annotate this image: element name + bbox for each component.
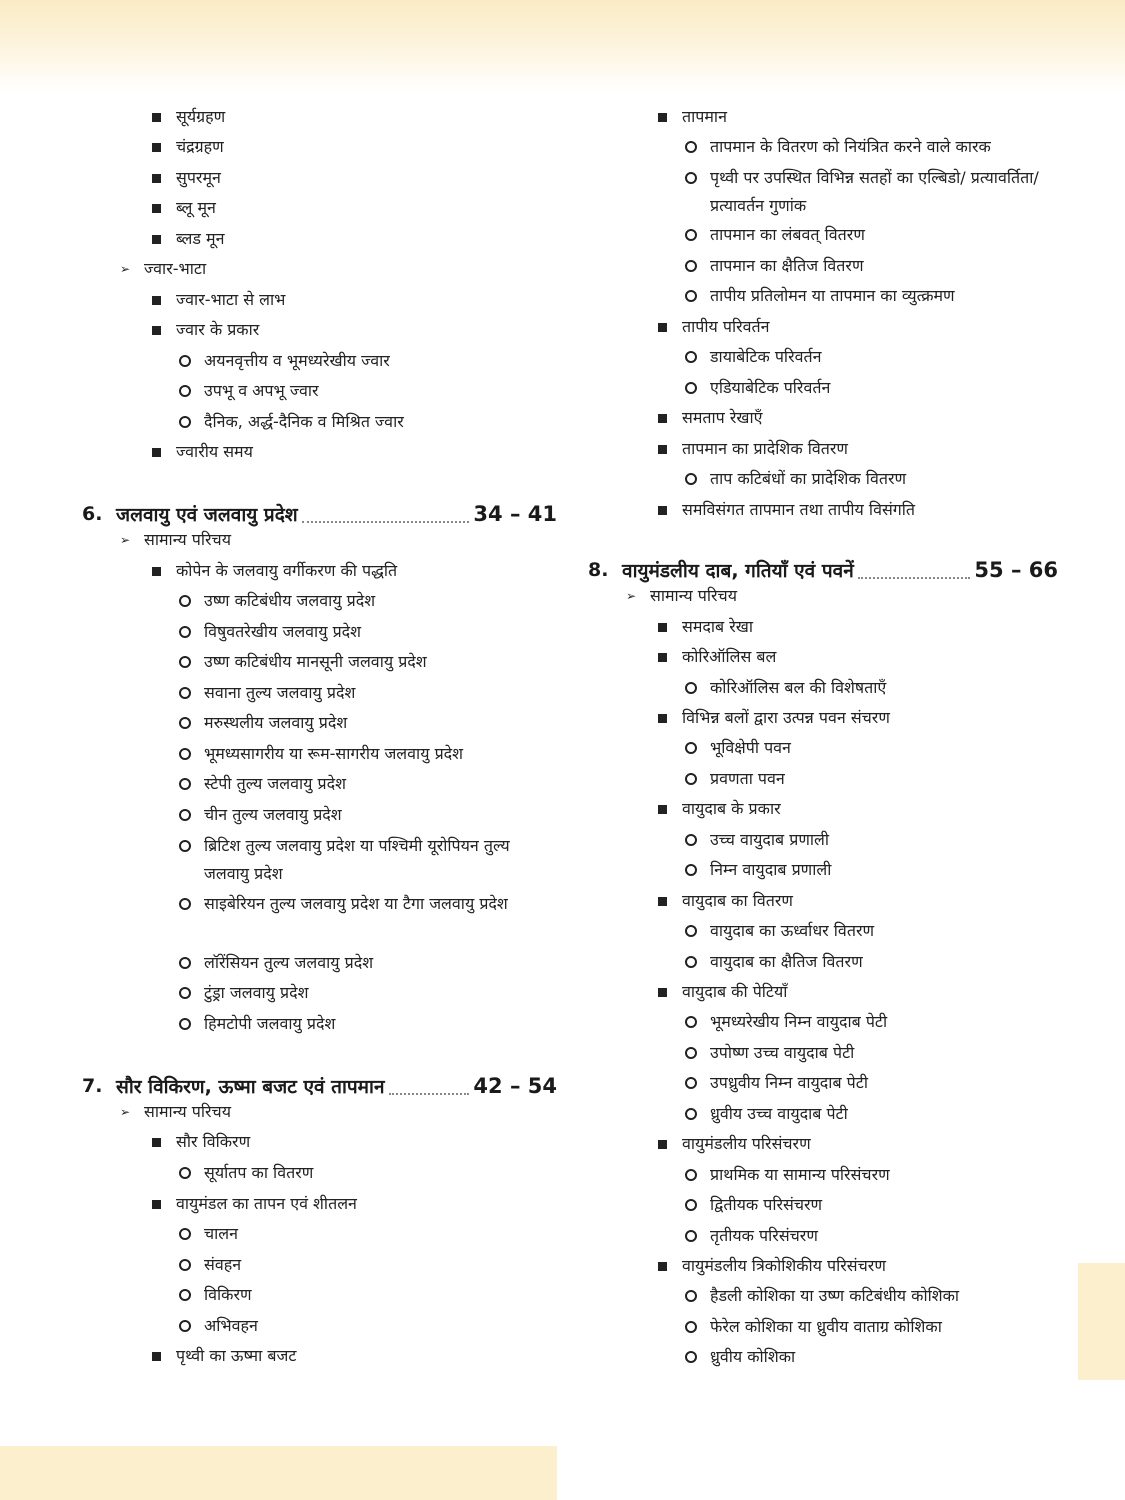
toc-item-label: तापमान का लंबवत् वितरण (710, 225, 865, 244)
toc-subtopic[interactable] (588, 613, 1058, 641)
toc-subtopic[interactable] (588, 704, 1058, 732)
toc-item-label: ज्वार-भाटा (144, 259, 207, 278)
toc-subsubtopic[interactable] (82, 679, 557, 707)
circle-bullet-icon (179, 1259, 191, 1271)
square-bullet-icon (658, 1262, 667, 1271)
circle-bullet-icon (685, 351, 697, 363)
arrow-bullet-icon: ➢ (626, 589, 637, 603)
toc-subtopic[interactable] (588, 643, 1058, 671)
toc-item-label: विकिरण (204, 1285, 252, 1304)
toc-item-label: सामान्य परिचय (144, 1102, 231, 1121)
toc-subsubtopic[interactable] (588, 674, 1058, 702)
chapter-title: जलवायु एवं जलवायु प्रदेश (116, 504, 298, 526)
circle-bullet-icon (179, 717, 191, 729)
circle-bullet-icon (685, 773, 697, 785)
arrow-bullet-icon: ➢ (120, 262, 131, 276)
circle-bullet-icon (685, 1199, 697, 1211)
toc-subsubtopic[interactable] (588, 826, 1058, 854)
chapter-pages: 55 – 66 (974, 558, 1058, 582)
square-bullet-icon (658, 988, 667, 997)
toc-item-label: उपध्रुवीय निम्न वायुदाब पेटी (710, 1073, 868, 1092)
circle-bullet-icon (685, 1351, 697, 1363)
toc-subsubtopic[interactable] (82, 1159, 557, 1187)
circle-bullet-icon (685, 141, 697, 153)
toc-subsubtopic[interactable] (588, 765, 1058, 793)
toc-item-label: लॉरेंसियन तुल्य जलवायु प्रदेश (204, 953, 374, 972)
chapter-pages: 34 – 41 (473, 502, 557, 526)
toc-subsubtopic[interactable] (588, 1161, 1058, 1189)
toc-subsubtopic[interactable] (82, 618, 557, 646)
toc-item-label: हैडली कोशिका या उष्ण कटिबंधीय कोशिका (710, 1286, 960, 1305)
toc-item-label: ब्रिटिश तुल्य जलवायु प्रदेश या पश्चिमी यूरोपियन तुल्य जलवायु प्रदेश (204, 836, 510, 883)
toc-subtopic[interactable] (82, 1190, 557, 1218)
circle-bullet-icon (685, 1108, 697, 1120)
toc-item-label: वायुदाब का ऊर्ध्वाधर वितरण (710, 921, 875, 940)
toc-subsubtopic[interactable] (82, 770, 557, 798)
leader-dots (302, 505, 470, 523)
toc-item-label: ज्वार के प्रकार (176, 320, 260, 339)
toc-item-label: सवाना तुल्य जलवायु प्रदेश (204, 683, 356, 702)
chapter-pages: 42 – 54 (473, 1074, 557, 1098)
toc-item-label: ब्लड मून (176, 229, 225, 248)
toc-topic[interactable] (588, 582, 1058, 610)
toc-subsubtopic[interactable] (588, 465, 1058, 493)
toc-subsubtopic[interactable] (82, 801, 557, 829)
toc-subsubtopic[interactable] (82, 979, 557, 1007)
toc-subtopic[interactable] (82, 194, 557, 222)
circle-bullet-icon (685, 229, 697, 241)
toc-subtopic[interactable] (82, 316, 557, 344)
toc-item-label: साइबेरियन तुल्य जलवायु प्रदेश या टैगा जलवायु प्रदेश (204, 894, 508, 913)
toc-subtopic[interactable] (588, 435, 1058, 463)
toc-subtopic[interactable] (588, 313, 1058, 341)
toc-item-label: तापमान के वितरण को नियंत्रित करने वाले कारक (710, 137, 991, 156)
bottom-decorative-band (0, 1446, 557, 1500)
toc-subsubtopic[interactable] (82, 1251, 557, 1279)
toc-item-label: पृथ्वी पर उपस्थित विभिन्न सतहों का एल्बिडो/ प्रत्यावर्तिता/प्रत्यावर्तन गुणांक (710, 168, 1039, 215)
toc-item-label: चीन तुल्य जलवायु प्रदेश (204, 805, 342, 824)
toc-item-label: तापमान का क्षैतिज वितरण (710, 256, 864, 275)
square-bullet-icon (658, 113, 667, 122)
arrow-bullet-icon: ➢ (120, 533, 131, 547)
circle-bullet-icon (685, 682, 697, 694)
square-bullet-icon (658, 323, 667, 332)
toc-subsubtopic[interactable] (588, 734, 1058, 762)
toc-subsubtopic[interactable] (82, 1010, 557, 1038)
circle-bullet-icon (179, 778, 191, 790)
toc-subsubtopic[interactable] (82, 740, 557, 768)
toc-item-label: वायुमंडलीय त्रिकोशिकीय परिसंचरण (682, 1256, 886, 1275)
toc-item-label: प्राथमिक या सामान्य परिसंचरण (710, 1165, 890, 1184)
square-bullet-icon (152, 296, 161, 305)
chapter-6-heading[interactable] (82, 499, 557, 529)
toc-subsubtopic[interactable] (82, 377, 557, 405)
circle-bullet-icon (179, 416, 191, 428)
circle-bullet-icon (685, 834, 697, 846)
toc-subtopic[interactable] (82, 225, 557, 253)
square-bullet-icon (152, 204, 161, 213)
circle-bullet-icon (179, 385, 191, 397)
square-bullet-icon (152, 1138, 161, 1147)
toc-subsubtopic[interactable] (588, 1282, 1058, 1310)
toc-topic[interactable] (82, 526, 557, 554)
toc-subsubtopic[interactable] (588, 133, 1058, 161)
toc-item-label: सामान्य परिचय (144, 530, 231, 549)
circle-bullet-icon (179, 748, 191, 760)
toc-subsubtopic[interactable] (588, 856, 1058, 884)
toc-subtopic[interactable] (82, 1128, 557, 1156)
square-bullet-icon (152, 1200, 161, 1209)
toc-item-label: ज्वार-भाटा से लाभ (176, 290, 286, 309)
toc-subsubtopic[interactable] (82, 1281, 557, 1309)
toc-subtopic[interactable] (82, 286, 557, 314)
toc-topic[interactable] (82, 255, 557, 283)
side-thumb-tab (1078, 1263, 1125, 1380)
toc-subsubtopic[interactable] (588, 948, 1058, 976)
toc-subsubtopic[interactable] (588, 1008, 1058, 1036)
toc-item-label: ब्लू मून (176, 198, 216, 217)
toc-item-label: एडियाबेटिक परिवर्तन (710, 378, 831, 397)
toc-item-label: सूर्यग्रहण (176, 107, 226, 126)
toc-item-label: उष्ण कटिबंधीय मानसूनी जलवायु प्रदेश (204, 652, 427, 671)
chapter-number: 7. (82, 1075, 103, 1097)
toc-subsubtopic[interactable] (82, 587, 557, 615)
toc-item-label: सूर्यातप का वितरण (204, 1163, 314, 1182)
toc-subsubtopic[interactable] (82, 890, 557, 918)
circle-bullet-icon (685, 172, 697, 184)
toc-subsubtopic[interactable] (82, 408, 557, 436)
square-bullet-icon (152, 448, 161, 457)
circle-bullet-icon (179, 656, 191, 668)
chapter-8-heading[interactable] (588, 555, 1058, 585)
toc-item-label: तृतीयक परिसंचरण (710, 1226, 818, 1245)
square-bullet-icon (658, 805, 667, 814)
toc-item-label: तापमान का प्रादेशिक वितरण (682, 439, 848, 458)
square-bullet-icon (152, 143, 161, 152)
toc-item-label: सौर विकिरण (176, 1132, 251, 1151)
circle-bullet-icon (685, 864, 697, 876)
toc-subsubtopic[interactable] (588, 252, 1058, 280)
circle-bullet-icon (179, 1320, 191, 1332)
circle-bullet-icon (685, 260, 697, 272)
toc-subsubtopic[interactable] (588, 1313, 1058, 1341)
circle-bullet-icon (685, 925, 697, 937)
square-bullet-icon (658, 623, 667, 632)
circle-bullet-icon (179, 987, 191, 999)
toc-item-label: समदाब रेखा (682, 617, 754, 636)
toc-item-label: चंद्रग्रहण (176, 137, 224, 156)
toc-item-label: डायाबेटिक परिवर्तन (710, 347, 822, 366)
circle-bullet-icon (179, 1018, 191, 1030)
toc-item-label: ध्रुवीय कोशिका (710, 1347, 796, 1366)
circle-bullet-icon (179, 809, 191, 821)
toc-subtopic[interactable] (588, 1252, 1058, 1280)
leader-dots (858, 561, 971, 579)
circle-bullet-icon (179, 355, 191, 367)
toc-item-label: ताप कटिबंधों का प्रादेशिक वितरण (710, 469, 907, 488)
toc-subtopic[interactable] (588, 496, 1058, 524)
circle-bullet-icon (685, 1077, 697, 1089)
toc-item-label: सुपरमून (176, 168, 221, 187)
toc-subsubtopic[interactable] (588, 282, 1058, 310)
toc-subsubtopic[interactable] (588, 917, 1058, 945)
toc-item-label: स्टेपी तुल्य जलवायु प्रदेश (204, 774, 347, 793)
square-bullet-icon (152, 113, 161, 122)
square-bullet-icon (152, 174, 161, 183)
chapter-7-heading[interactable] (82, 1071, 557, 1101)
toc-item-label: उष्ण कटिबंधीय जलवायु प्रदेश (204, 591, 376, 610)
toc-item-label: टुंड्रा जलवायु प्रदेश (204, 983, 309, 1002)
toc-item-label: भूविक्षेपी पवन (710, 738, 791, 757)
toc-item-label: मरुस्थलीय जलवायु प्रदेश (204, 713, 348, 732)
toc-subsubtopic[interactable] (588, 374, 1058, 402)
toc-item-label: भूमध्यरेखीय निम्न वायुदाब पेटी (710, 1012, 888, 1031)
toc-subsubtopic[interactable] (82, 347, 557, 375)
circle-bullet-icon (685, 1290, 697, 1302)
circle-bullet-icon (685, 1016, 697, 1028)
toc-item-label: उपभू व अपभू ज्वार (204, 381, 319, 400)
toc-item-label: समविसंगत तापमान तथा तापीय विसंगति (682, 500, 916, 519)
circle-bullet-icon (179, 626, 191, 638)
top-decorative-band (0, 0, 1125, 92)
toc-item-label: चालन (204, 1224, 239, 1243)
toc-subtopic[interactable] (82, 133, 557, 161)
circle-bullet-icon (685, 1047, 697, 1059)
leader-dots (389, 1077, 470, 1095)
circle-bullet-icon (179, 687, 191, 699)
toc-item-label: समताप रेखाएँ (682, 408, 763, 427)
toc-item-label: संवहन (204, 1255, 242, 1274)
chapter-number: 8. (588, 559, 609, 581)
square-bullet-icon (152, 326, 161, 335)
square-bullet-icon (658, 1140, 667, 1149)
toc-item-label: विभिन्न बलों द्वारा उत्पन्न पवन संचरण (682, 708, 890, 727)
circle-bullet-icon (179, 898, 191, 910)
chapter-title: सौर विकिरण, ऊष्मा बजट एवं तापमान (116, 1076, 385, 1098)
circle-bullet-icon (685, 956, 697, 968)
toc-subtopic[interactable] (82, 557, 557, 585)
circle-bullet-icon (179, 1167, 191, 1179)
toc-item-label: विषुवतरेखीय जलवायु प्रदेश (204, 622, 362, 641)
circle-bullet-icon (685, 290, 697, 302)
toc-item-label: दैनिक, अर्द्ध-दैनिक व मिश्रित ज्वार (204, 412, 404, 431)
circle-bullet-icon (179, 1289, 191, 1301)
toc-subsubtopic[interactable] (588, 1069, 1058, 1097)
toc-subsubtopic[interactable] (588, 1039, 1058, 1067)
toc-item-label: कोपेन के जलवायु वर्गीकरण की पद्धति (176, 561, 398, 580)
toc-item-label: वायुमंडल का तापन एवं शीतलन (176, 1194, 357, 1213)
circle-bullet-icon (179, 1228, 191, 1240)
toc-item-label: ज्वारीय समय (176, 442, 253, 461)
square-bullet-icon (658, 414, 667, 423)
circle-bullet-icon (685, 473, 697, 485)
circle-bullet-icon (179, 957, 191, 969)
square-bullet-icon (152, 235, 161, 244)
toc-item-label: पृथ्वी का ऊष्मा बजट (176, 1346, 297, 1365)
toc-item-label: निम्न वायुदाब प्रणाली (710, 860, 832, 879)
toc-item-label: ध्रुवीय उच्च वायुदाब पेटी (710, 1104, 848, 1123)
toc-item-label: हिमटोपी जलवायु प्रदेश (204, 1014, 336, 1033)
circle-bullet-icon (179, 840, 191, 852)
toc-subsubtopic[interactable] (588, 343, 1058, 371)
toc-topic[interactable] (82, 1098, 557, 1126)
toc-subtopic[interactable] (588, 1130, 1058, 1158)
toc-item-label: वायुदाब का क्षैतिज वितरण (710, 952, 863, 971)
chapter-number: 6. (82, 503, 103, 525)
toc-item-label: वायुमंडलीय परिसंचरण (682, 1134, 811, 1153)
square-bullet-icon (658, 445, 667, 454)
toc-subtopic[interactable] (588, 795, 1058, 823)
toc-item-label: वायुदाब के प्रकार (682, 799, 781, 818)
toc-item-label: अयनवृत्तीय व भूमध्यरेखीय ज्वार (204, 351, 390, 370)
square-bullet-icon (658, 653, 667, 662)
circle-bullet-icon (179, 595, 191, 607)
circle-bullet-icon (685, 382, 697, 394)
chapter-title: वायुमंडलीय दाब, गतियाँ एवं पवनें (622, 560, 854, 582)
circle-bullet-icon (685, 1169, 697, 1181)
toc-subsubtopic[interactable] (82, 949, 557, 977)
toc-subsubtopic[interactable] (82, 648, 557, 676)
square-bullet-icon (152, 567, 161, 576)
toc-subsubtopic[interactable] (588, 164, 1058, 220)
toc-item-label: वायुदाब का वितरण (682, 891, 793, 910)
toc-item-label: वायुदाब की पेटियाँ (682, 982, 788, 1001)
toc-item-label: उच्च वायुदाब प्रणाली (710, 830, 830, 849)
toc-subsubtopic[interactable] (588, 1222, 1058, 1250)
square-bullet-icon (658, 506, 667, 515)
toc-subsubtopic[interactable] (588, 221, 1058, 249)
toc-subsubtopic[interactable] (588, 1191, 1058, 1219)
toc-subtopic[interactable] (82, 438, 557, 466)
toc-subtopic[interactable] (82, 1342, 557, 1370)
toc-subsubtopic[interactable] (82, 832, 557, 888)
toc-item-label: तापमान (682, 107, 727, 126)
square-bullet-icon (152, 1352, 161, 1361)
toc-item-label: सामान्य परिचय (650, 586, 737, 605)
toc-subsubtopic[interactable] (588, 1343, 1058, 1371)
toc-subtopic[interactable] (588, 404, 1058, 432)
toc-subsubtopic[interactable] (82, 709, 557, 737)
toc-item-label: भूमध्यसागरीय या रूम-सागरीय जलवायु प्रदेश (204, 744, 464, 763)
toc-subtopic[interactable] (588, 887, 1058, 915)
circle-bullet-icon (685, 742, 697, 754)
toc-item-label: प्रवणता पवन (710, 769, 785, 788)
toc-subtopic[interactable] (82, 103, 557, 131)
toc-subsubtopic[interactable] (82, 1312, 557, 1340)
toc-subsubtopic[interactable] (82, 1220, 557, 1248)
square-bullet-icon (658, 714, 667, 723)
toc-subtopic[interactable] (82, 164, 557, 192)
toc-subtopic[interactable] (588, 103, 1058, 131)
circle-bullet-icon (685, 1321, 697, 1333)
arrow-bullet-icon: ➢ (120, 1105, 131, 1119)
toc-item-label: उपोष्ण उच्च वायुदाब पेटी (710, 1043, 855, 1062)
toc-item-label: तापीय प्रतिलोमन या तापमान का व्युत्क्रमण (710, 286, 955, 305)
toc-item-label: अभिवहन (204, 1316, 258, 1335)
toc-subsubtopic[interactable] (588, 1100, 1058, 1128)
toc-item-label: फेरेल कोशिका या ध्रुवीय वाताग्र कोशिका (710, 1317, 942, 1336)
circle-bullet-icon (685, 1230, 697, 1242)
toc-item-label: तापीय परिवर्तन (682, 317, 770, 336)
toc-item-label: कोरिऑलिस बल की विशेषताएँ (710, 678, 887, 697)
toc-item-label: द्वितीयक परिसंचरण (710, 1195, 823, 1214)
toc-subtopic[interactable] (588, 978, 1058, 1006)
square-bullet-icon (658, 897, 667, 906)
toc-item-label: कोरिऑलिस बल (682, 647, 777, 666)
